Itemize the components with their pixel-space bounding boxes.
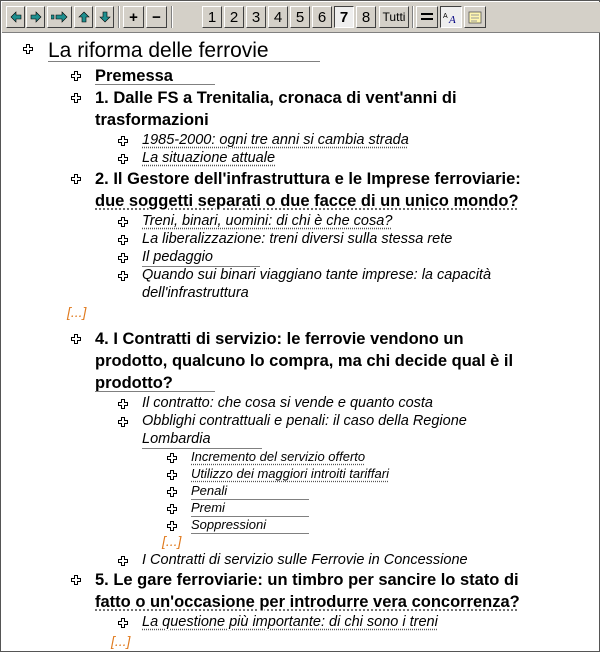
expand-plus-icon[interactable] [118,556,128,566]
expand-plus-icon[interactable] [118,618,128,628]
show-all-button[interactable]: Tutti [379,6,409,28]
expand-plus-icon[interactable] [167,487,177,497]
move-up-button[interactable] [74,6,93,28]
heading-3-item[interactable]: Il contratto: che cosa si vende e quanto costa [142,395,433,411]
heading-4-item[interactable]: Incremento del servizio offerto [191,449,366,464]
level-2-button[interactable]: 2 [224,6,244,28]
toolbar-separator [412,6,414,28]
heading-3-item[interactable]: Quando sui binari viaggiano tante imprese: la capacità [142,267,492,283]
ellipsis-marker: [...] [67,304,87,320]
right-arrow-icon [30,11,42,23]
expand-plus-icon[interactable] [167,470,177,480]
heading-1-title[interactable]: La riforma delle ferrovie [48,39,269,62]
heading-2-section-4[interactable]: 4. I Contratti di servizio: le ferrovie vendono un [95,330,464,348]
expand-plus-icon[interactable] [71,174,81,184]
collapse-button[interactable]: − [146,6,167,28]
svg-text:A: A [449,14,456,24]
outline-document[interactable] [2,33,598,651]
dotted-underline [191,533,309,534]
level-7-button[interactable]: 7 [334,6,354,28]
level-8-button[interactable]: 8 [356,6,376,28]
heading-3-item[interactable]: La questione più importante: di chi sono i treni [142,614,438,630]
ellipsis-marker: [...] [162,533,182,549]
heading-2-section-1[interactable]: 1. Dalle FS a Trenitalia, cronaca di vent'anni di [95,89,457,107]
svg-text:A: A [443,13,448,20]
document-icon [468,11,482,24]
level-6-button[interactable]: 6 [312,6,332,28]
level-5-button[interactable]: 5 [290,6,310,28]
move-down-button[interactable] [95,6,114,28]
expand-plus-icon[interactable] [71,575,81,585]
dotted-underline [95,84,215,85]
heading-2-section-5[interactable]: 5. Le gare ferroviarie: un timbro per sancire lo stato di [95,571,519,589]
expand-button[interactable]: + [123,6,144,28]
heading-3-item[interactable]: La liberalizzazione: treni diversi sulla stessa rete [142,231,453,247]
lines-icon [420,11,434,23]
heading-2-premessa[interactable]: Premessa [95,67,173,85]
heading-3-item[interactable]: I Contratti di servizio sulle Ferrovie in Concessione [142,552,468,568]
expand-plus-icon[interactable] [118,271,128,281]
expand-plus-icon[interactable] [167,504,177,514]
heading-3-item-cont[interactable]: dell'infrastruttura [142,285,249,301]
heading-2-section-1-cont[interactable]: trasformazioni [95,111,209,129]
expand-plus-icon[interactable] [118,417,128,427]
formatting-icon [443,10,459,24]
dotted-underline [95,391,215,392]
toolbar-separator [171,6,173,28]
heading-2-section-2-cont[interactable]: due soggetti separati o due facce di un unico mondo? [95,192,519,210]
outlining-toolbar [2,2,600,33]
expand-plus-icon[interactable] [118,154,128,164]
heading-2-section-2[interactable]: 2. Il Gestore dell'infrastruttura e le Imprese ferroviarie: [95,170,521,188]
heading-3-item[interactable]: La situazione attuale [142,150,276,166]
expand-plus-icon[interactable] [167,521,177,531]
expand-plus-icon[interactable] [23,44,33,54]
heading-4-item[interactable]: Utilizzo dei maggiori introiti tariffari [191,466,389,481]
promote-button[interactable] [6,6,25,28]
heading-3-item[interactable]: Il pedaggio [142,249,213,265]
demote-to-body-button[interactable] [47,6,72,28]
expand-plus-icon[interactable] [118,399,128,409]
heading-4-item[interactable]: Penali [191,483,228,498]
heading-3-item[interactable]: 1985-2000: ogni tre anni si cambia strada [142,132,409,148]
expand-plus-icon[interactable] [118,136,128,146]
heading-2-section-4-cont[interactable]: prodotto? [95,374,173,392]
expand-plus-icon[interactable] [167,453,177,463]
level-1-button[interactable]: 1 [202,6,222,28]
expand-plus-icon[interactable] [71,334,81,344]
expand-plus-icon[interactable] [71,93,81,103]
dotted-underline [48,61,320,62]
skip-arrow-icon [51,11,69,23]
heading-2-section-4-cont[interactable]: prodotto, qualcuno lo compra, ma chi decide qual è il [95,352,514,370]
down-arrow-icon [99,11,111,23]
left-arrow-icon [10,11,22,23]
show-formatting-button[interactable] [440,6,462,28]
level-4-button[interactable]: 4 [268,6,288,28]
expand-plus-icon[interactable] [118,253,128,263]
expand-plus-icon[interactable] [118,217,128,227]
heading-3-item[interactable]: Obblighi contrattuali e penali: il caso della Regione [142,413,467,429]
level-3-button[interactable]: 3 [246,6,266,28]
expand-plus-icon[interactable] [118,235,128,245]
up-arrow-icon [78,11,90,23]
heading-3-item-cont[interactable]: Lombardia [142,431,211,447]
toolbar-separator [118,6,120,28]
expand-plus-icon[interactable] [71,71,81,81]
master-document-button[interactable] [464,6,486,28]
demote-button[interactable] [26,6,45,28]
heading-4-item[interactable]: Premi [191,500,225,515]
heading-4-item[interactable]: Soppressioni [191,517,267,532]
heading-3-item[interactable]: Treni, binari, uomini: di chi è che cosa? [142,213,393,229]
heading-2-section-5-cont[interactable]: fatto o un'occasione per introdurre vera concorrenza? [95,593,520,611]
ellipsis-marker: [...] [111,633,131,649]
first-line-only-button[interactable] [416,6,438,28]
